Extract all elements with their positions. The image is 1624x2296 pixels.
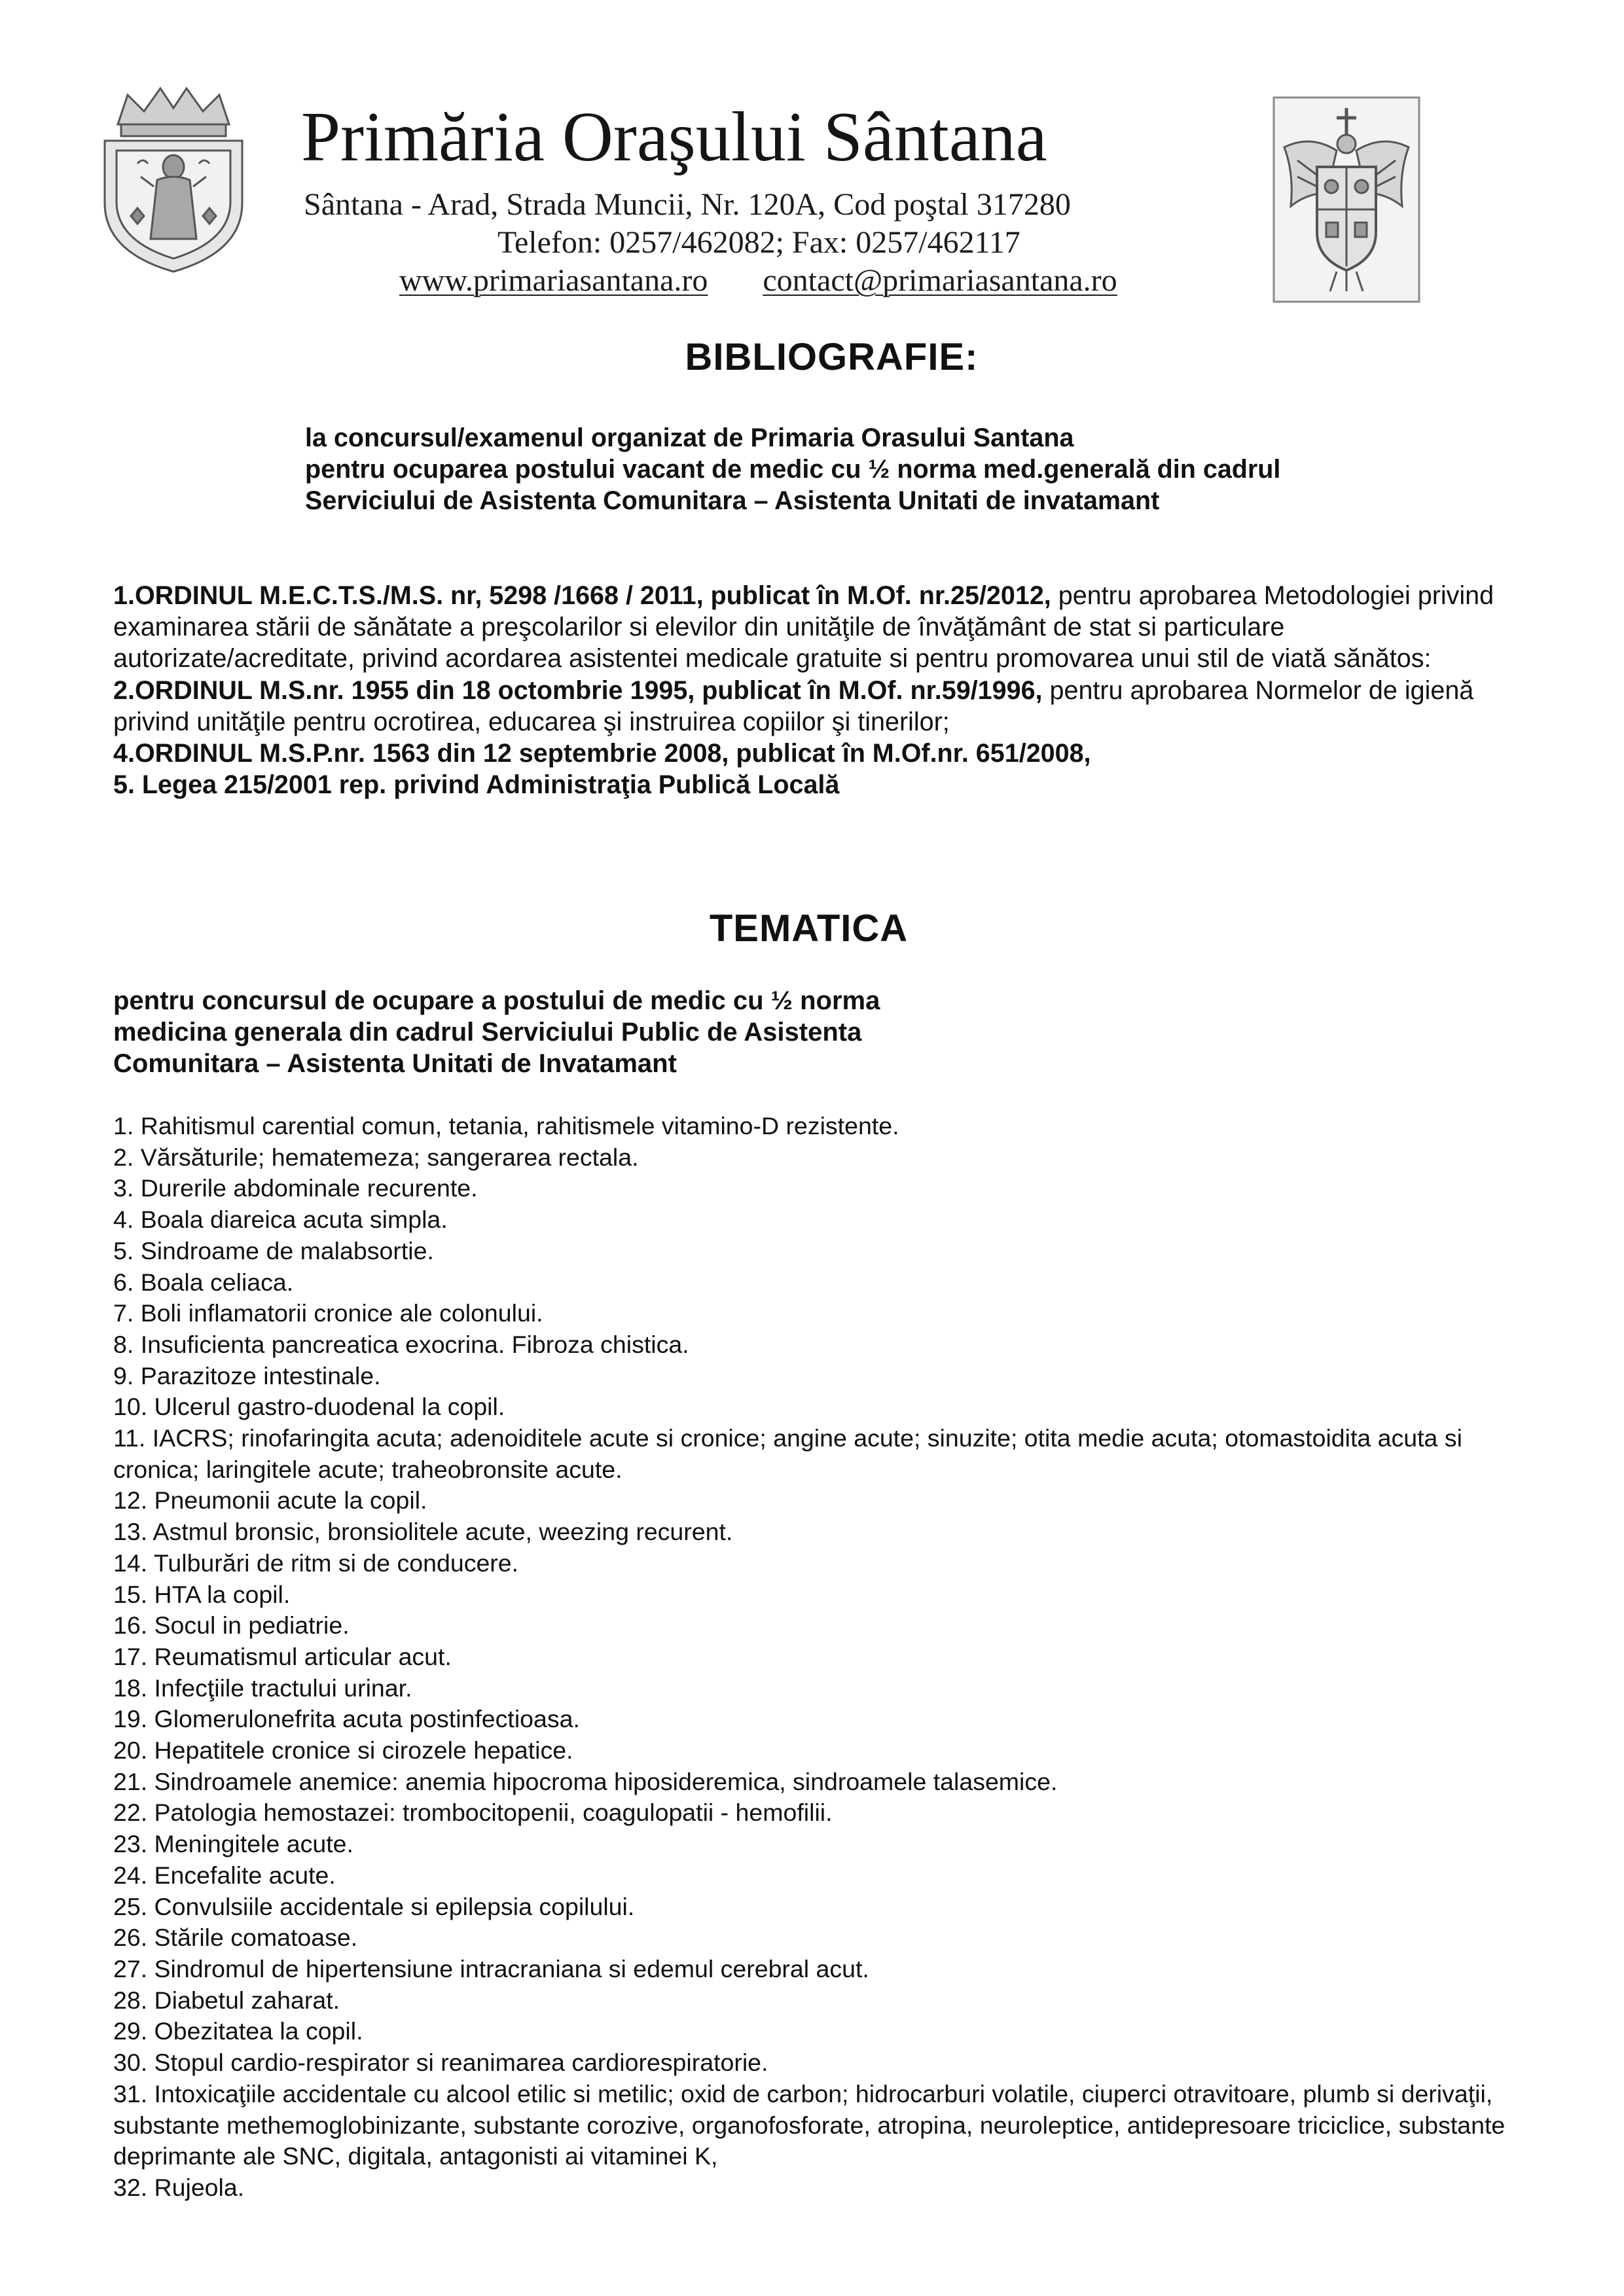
- bibliografie-item-title: 1.ORDINUL M.E.C.T.S./M.S. nr, 5298 /1668 / 2011, publicat în M.Of. nr.25/2012,: [113, 581, 1051, 610]
- tematica-topic-item: 26. Stările comatoase.: [113, 1924, 358, 1952]
- tematica-topic-item: 18. Infecţiile tractului urinar.: [113, 1674, 412, 1702]
- romania-coat-of-arms-icon: [1271, 95, 1422, 304]
- tematica-intro: [113, 985, 1030, 1079]
- tematica-intro-line: pentru concursul de ocupare a postului de medic cu ½ norma: [113, 986, 880, 1015]
- tematica-topic-item: 1. Rahitismul carential comun, tetania, rahitismele vitamino-D rezistente.: [113, 1112, 899, 1139]
- tematica-heading: TEMATICA: [709, 907, 909, 950]
- tematica-topic-item: 21. Sindroamele anemice: anemia hipocroma hiposideremica, sindroamele talasemice.: [113, 1767, 1058, 1795]
- tematica-intro-line: medicina generala din cadrul Serviciului Public de Asistenta: [113, 1018, 862, 1047]
- tematica-intro-line: Comunitara – Asistenta Unitati de Invatamant: [113, 1049, 677, 1078]
- tematica-topic-item: 4. Boala diareica acuta simpla.: [113, 1206, 448, 1234]
- santana-coat-of-arms-icon: [92, 79, 255, 275]
- tematica-topic-item: 20. Hepatitele cronice si cirozele hepatice.: [113, 1736, 573, 1765]
- tematica-topic-item: 29. Obezitatea la copil.: [113, 2017, 363, 2045]
- bibliografie-item-title: 2.ORDINUL M.S.nr. 1955 din 18 octombrie 1995, publicat în M.Of. nr.59/1996,: [113, 675, 1043, 705]
- tematica-topic-item: 25. Convulsiile accidentale si epilepsia copilului.: [113, 1892, 635, 1920]
- tematica-topic-item: 13. Astmul bronsic, bronsiolitele acute, weezing recurent.: [113, 1518, 733, 1546]
- bibliografie-intro-line: Serviciului de Asistenta Comunitara – Asistenta Unitati de invatamant: [305, 486, 1160, 515]
- tematica-topic-item: 15. HTA la copil.: [113, 1580, 291, 1608]
- tematica-topic-item: 22. Patologia hemostazei: trombocitopenii, coagulopatii - hemofilii.: [113, 1799, 833, 1827]
- bibliografie-list: [113, 580, 1507, 800]
- bibliografie-item-text: pentru aprobarea Metodologiei privind examinarea stării de sănătate a preşcolarilor si elevilor din unităţile de învăţământ de stat si particulare autorizate/acreditate, privind acordarea asistentei medicale gratuite si pentru promovarea unui stil de viată sănătos:: [113, 581, 1494, 673]
- bibliografie-item: [113, 580, 1507, 675]
- tematica-topic-item: 5. Sindroame de malabsortie.: [113, 1236, 434, 1265]
- bibliografie-intro-line: la concursul/examenul organizat de Primaria Orasului Santana: [305, 423, 1074, 452]
- tematica-topic-item: 2. Vărsăturile; hematemeza; sangerarea rectala.: [113, 1143, 639, 1171]
- tematica-topic-item: 17. Reumatismul articular acut.: [113, 1642, 452, 1670]
- tematica-topic-item: 12. Pneumonii acute la copil.: [113, 1486, 427, 1515]
- tematica-topic-item: 14. Tulburări de ritm si de conducere.: [113, 1549, 519, 1577]
- tematica-topic-item: 32. Rujeola.: [113, 2173, 245, 2201]
- tematica-topic-item: 27. Sindromul de hipertensiune intracraniana si edemul cerebral acut.: [113, 1954, 869, 1982]
- bibliografie-intro: [305, 422, 1418, 516]
- bibliografie-heading: BIBLIOGRAFIE:: [685, 336, 979, 378]
- institution-phone-fax: Telefon: 0257/462082; Fax: 0257/462117: [497, 225, 1020, 260]
- letterhead: [301, 98, 1204, 300]
- tematica-topic-item: 31. Intoxicaţiile accidentale cu alcool etilic si metilic; oxid de carbon; hidrocarburi volatile, ciuperci otravitoare, plumb si derivaţii, substante methemoglobinizante, substante corozive, organofosforate, atropina, neuroleptice, antidepresoare triciclice, substante deprimante ale SNC, digitala, antagonisti ai vitaminei K,: [113, 2079, 1506, 2170]
- email-link[interactable]: contact@primariasantana.ro: [763, 263, 1117, 298]
- bibliografie-item: [113, 675, 1507, 738]
- tematica-topic-item: 19. Glomerulonefrita acuta postinfectioasa.: [113, 1705, 580, 1733]
- institution-title: Primăria Oraşului Sântana: [301, 98, 1047, 176]
- tematica-topic-list: [113, 1111, 1514, 2204]
- tematica-topic-item: 28. Diabetul zaharat.: [113, 1986, 340, 2014]
- institution-contacts: [399, 262, 1204, 300]
- tematica-topic-item: 6. Boala celiaca.: [113, 1268, 294, 1296]
- tematica-topic-item: 24. Encefalite acute.: [113, 1861, 336, 1889]
- bibliografie-intro-line: pentru ocuparea postului vacant de medic cu ½ norma med.generală din cadrul: [305, 455, 1281, 484]
- tematica-topic-item: 8. Insuficienta pancreatica exocrina. Fibroza chistica.: [113, 1330, 689, 1358]
- bibliografie-item: [113, 738, 1507, 769]
- bibliografie-item: [113, 769, 1507, 800]
- tematica-topic-item: 16. Socul in pediatrie.: [113, 1611, 350, 1640]
- tematica-topic-item: 11. IACRS; rinofaringita acuta; adenoiditele acute si cronice; angine acute; sinuzite; otita medie acuta; otomastoidita acuta si cronica; laringitele acute; traheobronsite acute.: [113, 1424, 1462, 1483]
- tematica-topic-item: 23. Meningitele acute.: [113, 1830, 353, 1858]
- tematica-topic-item: 3. Durerile abdominale recurente.: [113, 1174, 478, 1202]
- institution-address: Sântana - Arad, Strada Muncii, Nr. 120A, Cod poştal 317280: [304, 187, 1071, 222]
- tematica-topic-item: 9. Parazitoze intestinale.: [113, 1361, 381, 1390]
- website-link[interactable]: www.primariasantana.ro: [399, 263, 708, 298]
- bibliografie-item-title: 4.ORDINUL M.S.P.nr. 1563 din 12 septembrie 2008, publicat în M.Of.nr. 651/2008,: [113, 739, 1091, 768]
- tematica-topic-item: 30. Stopul cardio-respirator si reanimarea cardiorespiratorie.: [113, 2049, 768, 2077]
- tematica-topic-item: 7. Boli inflamatorii cronice ale colonului.: [113, 1299, 543, 1327]
- tematica-topic-item: 10. Ulcerul gastro-duodenal la copil.: [113, 1393, 505, 1421]
- bibliografie-item-title: 5. Legea 215/2001 rep. privind Administraţia Publică Locală: [113, 770, 840, 800]
- bibliografie-item-text: pentru aprobarea Normelor de igienă privind unităţile pentru ocrotirea, educarea şi instruirea copiilor şi tinerilor;: [113, 675, 1474, 736]
